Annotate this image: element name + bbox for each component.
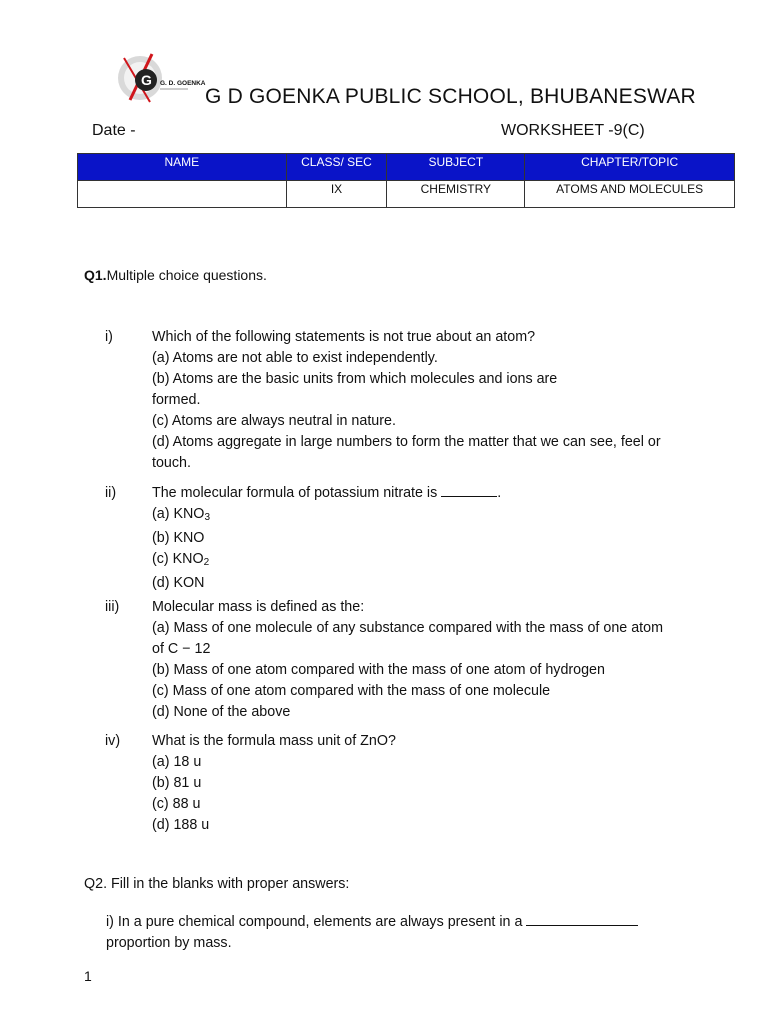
q1-heading [84, 267, 267, 283]
option-b: (b) KNO [152, 530, 205, 546]
option-a-cont: of C − 12 [152, 641, 211, 657]
q2-item-1: i) In a pure chemical compound, elements are always present in a proportion by mass. [106, 912, 706, 954]
worksheet-label: WORKSHEET -9(C) [501, 122, 645, 139]
school-logo [112, 50, 210, 106]
option-a: (a) $KNO_3$ [152, 506, 210, 523]
header-subject: SUBJECT [387, 154, 525, 181]
option-a: (a) Mass of one molecule of any substance compared with the mass of one atom [152, 620, 663, 636]
option-b: (b) 81 u [152, 775, 202, 791]
answer-blank [441, 484, 497, 497]
q2-heading: Q2. Fill in the blanks with proper answers: [84, 876, 350, 892]
option-c: (c) Atoms are always neutral in nature. [152, 413, 396, 429]
header-class-sec: CLASS/ SEC [286, 154, 387, 181]
item-number: iv) [105, 733, 121, 749]
item-number: ii) [105, 485, 117, 501]
subject-value: CHEMISTRY [387, 181, 525, 208]
option-a: (a) Atoms are not able to exist independently. [152, 350, 438, 366]
q1-title: Multiple choice questions. [106, 267, 267, 283]
option-b: (b) Mass of one atom compared with the mass of one atom of hydrogen [152, 662, 605, 678]
question-text: Which of the following statements is not true about an atom? [152, 329, 536, 345]
name-value [78, 181, 287, 208]
question-text: Molecular mass is defined as the: [152, 599, 365, 615]
school-title: G D GOENKA PUBLIC SCHOOL, BHUBANESWAR [205, 85, 696, 108]
header-chapter-topic: CHAPTER/TOPIC [525, 154, 735, 181]
class-sec-value: IX [286, 181, 387, 208]
option-a: (a) 18 u [152, 754, 202, 770]
table-row [78, 181, 735, 208]
option-d: (d) KON [152, 575, 205, 591]
option-c: (c) Mass of one atom compared with the mass of one molecule [152, 683, 551, 699]
option-b-cont: formed. [152, 392, 201, 408]
page-number: 1 [84, 968, 92, 984]
item-number: iii) [105, 599, 120, 615]
q1-label: Q1. [84, 267, 107, 283]
option-c: (c) 88 u [152, 796, 201, 812]
question-text: What is the formula mass unit of ZnO? [152, 733, 396, 749]
student-info-table [77, 153, 735, 208]
header-name: NAME [78, 154, 287, 181]
option-b: (b) Atoms are the basic units from which molecules and ions are [152, 371, 558, 387]
option-c: (c) $KNO_2$ [152, 551, 210, 568]
svg-text:G: G [141, 72, 152, 88]
option-d: (d) Atoms aggregate in large numbers to form the matter that we can see, feel or [152, 434, 661, 450]
option-d-cont: touch. [152, 455, 191, 471]
date-label: Date - [92, 122, 136, 139]
table-header-row [78, 154, 735, 181]
option-d: (d) None of the above [152, 704, 291, 720]
option-d: (d) 188 u [152, 817, 210, 833]
chapter-topic-value: ATOMS AND MOLECULES [525, 181, 735, 208]
question-text: The molecular formula of potassium nitrate is . [152, 485, 502, 501]
svg-text:G. D. GOENKA: G. D. GOENKA [160, 80, 206, 87]
logo-icon [112, 50, 210, 106]
item-number: i) [105, 329, 113, 345]
answer-blank [526, 913, 638, 926]
